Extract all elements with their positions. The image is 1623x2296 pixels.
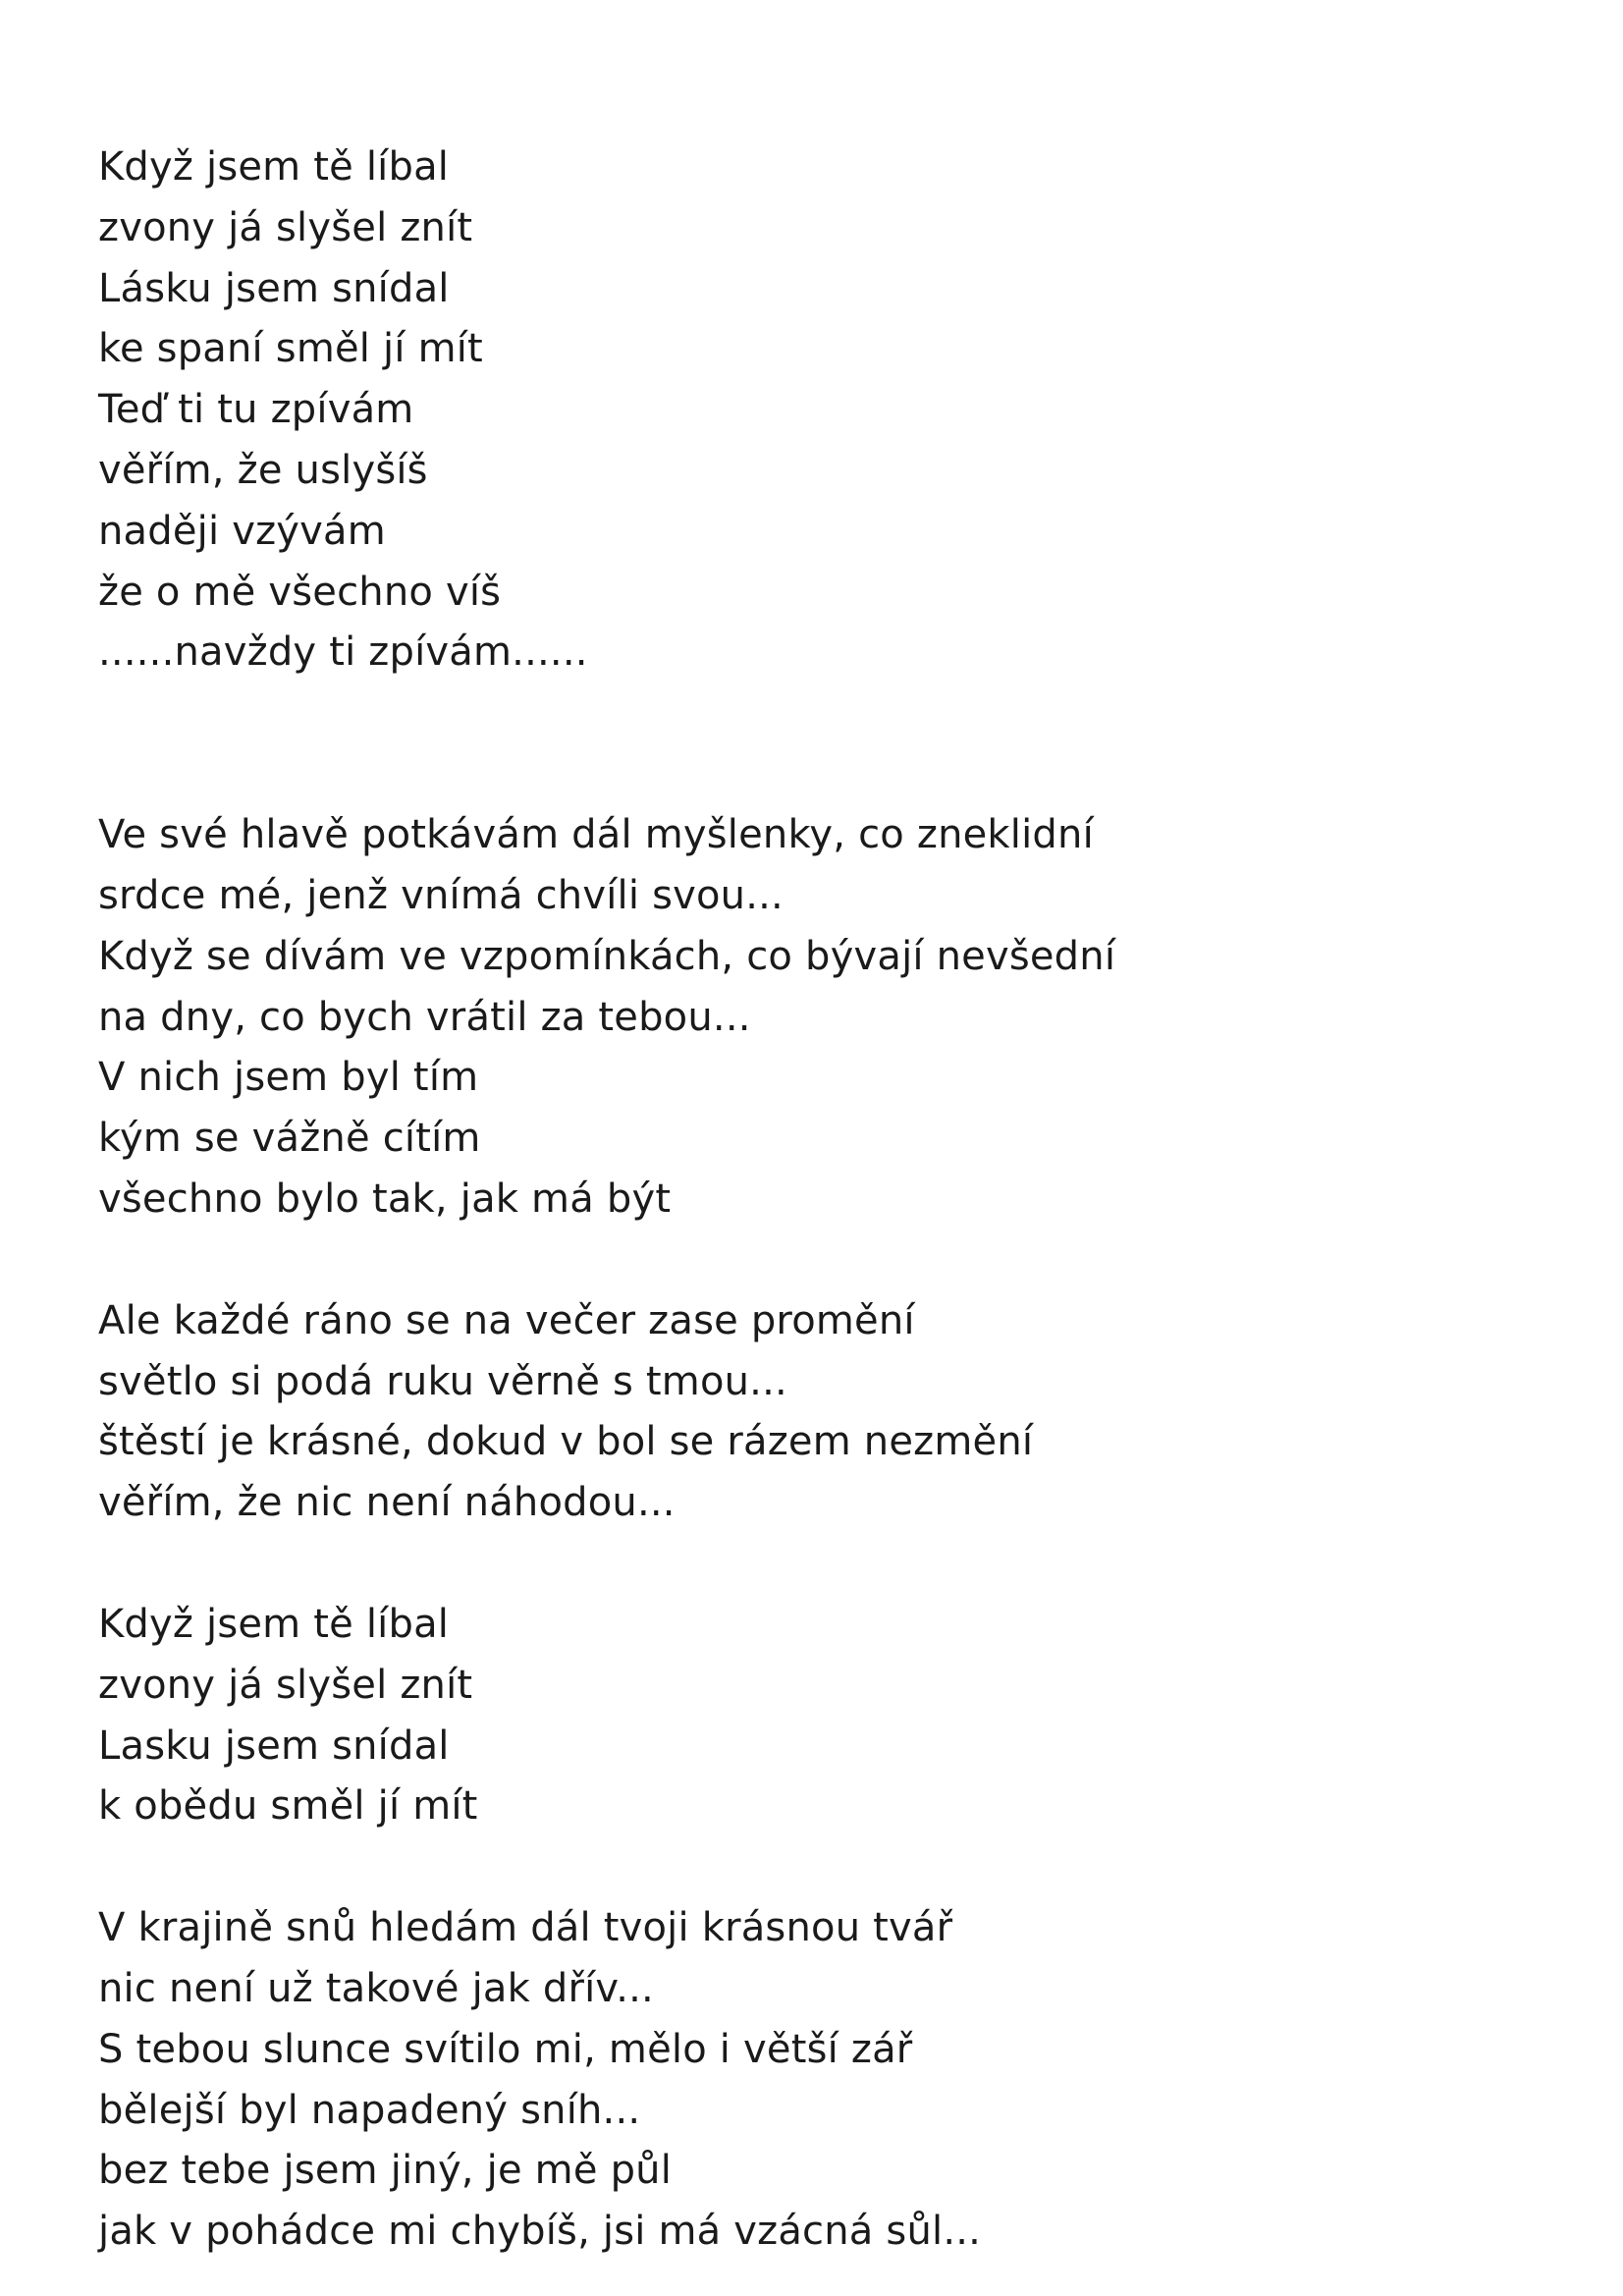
poem-line: bělejší byl napadený sníh... — [98, 2087, 641, 2133]
stanza-5 — [98, 1898, 1522, 2263]
poem-line: věřím, že nic není náhodou... — [98, 1480, 676, 1526]
poem-line: V krajině snů hledám dál tvoji krásnou tvář — [98, 1905, 953, 1951]
poem-line: že o mě všechno víš — [98, 569, 502, 615]
stanza-3 — [98, 1291, 1522, 1534]
poem-line: Ve své hlavě potkávám dál myšlenky, co zneklidní — [98, 812, 1094, 858]
poem-line: Lásku jsem snídal — [98, 265, 450, 311]
poem-line: kým se vážně cítím — [98, 1116, 481, 1162]
poem-line: jak v pohádce mi chybíš, jsi má vzácná sůl... — [98, 2209, 982, 2255]
poem-line: ke spaní směl jí mít — [98, 326, 483, 372]
poem-line: nic není už takové jak dřív... — [98, 1965, 654, 2011]
poem-line: věřím, že uslyšíš — [98, 447, 428, 493]
stanza-1 — [98, 137, 1522, 683]
poem-line: Když jsem tě líbal — [98, 144, 450, 190]
poem-line: zvony já slyšel znít — [98, 204, 473, 250]
poem-line: všechno bylo tak, jak má být — [98, 1175, 672, 1222]
poem-line: zvony já slyšel znít — [98, 1662, 473, 1708]
poem-line: bez tebe jsem jiný, je mě půl — [98, 2148, 673, 2194]
poem-text — [98, 137, 1522, 2263]
stanza-spacer — [98, 683, 1522, 805]
poem-line: Teď ti tu zpívám — [98, 387, 414, 433]
poem-line: světlo si podá ruku věrně s tmou... — [98, 1358, 787, 1404]
poem-line: Když se dívám ve vzpomínkách, co bývají nevšední — [98, 933, 1116, 979]
poem-line: naději vzývám — [98, 508, 386, 554]
poem-line: V nich jsem byl tím — [98, 1055, 479, 1101]
poem-line: Ale každé ráno se na večer zase promění — [98, 1297, 915, 1343]
stanza-spacer — [98, 1230, 1522, 1291]
stanza-4 — [98, 1595, 1522, 1837]
poem-line: štěstí je krásné, dokud v bol se rázem nezmění — [98, 1419, 1034, 1465]
poem-line: na dny, co bych vrátil za tebou... — [98, 994, 751, 1040]
poem-line: ......navždy ti zpívám...... — [98, 629, 588, 676]
poem-line: k obědu směl jí mít — [98, 1783, 478, 1830]
poem-line: Když jsem tě líbal — [98, 1601, 450, 1647]
stanza-spacer — [98, 1837, 1522, 1898]
poem-line: srdce mé, jenž vnímá chvíli svou... — [98, 872, 784, 918]
poem-line: Lasku jsem snídal — [98, 1722, 450, 1769]
stanza-spacer — [98, 1534, 1522, 1595]
stanza-2 — [98, 805, 1522, 1230]
poem-line: S tebou slunce svítilo mi, mělo i větší zář — [98, 2026, 913, 2072]
